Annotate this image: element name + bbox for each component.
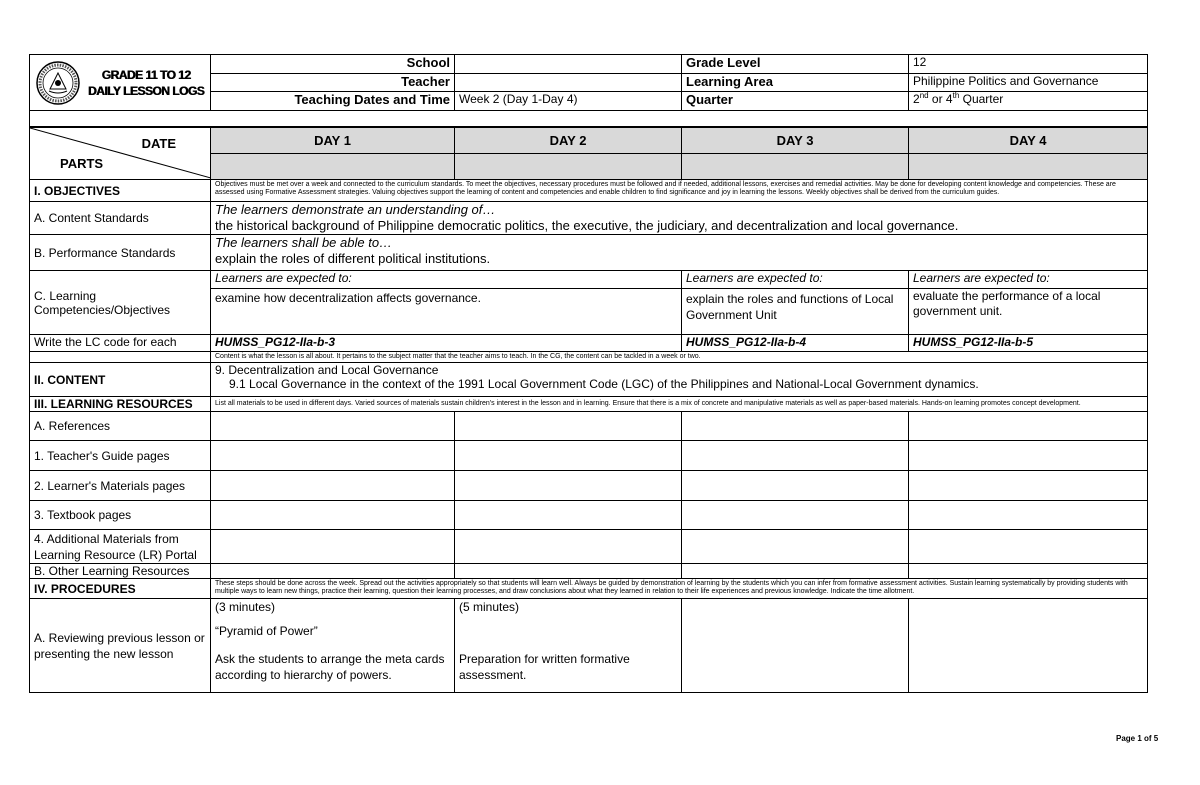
school-field[interactable]	[455, 55, 682, 74]
reviewing-day1[interactable]	[211, 599, 455, 693]
performance-standards-text: explain the roles of different political institutions.	[215, 251, 491, 266]
quarter-part-1: 2	[913, 92, 920, 107]
quarter-label: Quarter	[682, 92, 909, 111]
day1-date-field[interactable]	[211, 154, 455, 180]
learning-area-field[interactable]: Philippine Politics and Governance	[909, 73, 1148, 92]
learning-resources-note: List all materials to be used in different days. Varied sources of materials sustain children's interest in the lesson and in learning. Ensure that there is a mix of concrete and manipulative materials as well as paper-based materials. Hands-on learning promotes concept development.	[211, 397, 1148, 412]
lr-portal-day3[interactable]	[682, 530, 909, 564]
grade-level-field[interactable]: 12	[909, 55, 1148, 74]
procedures-heading: IV. PROCEDURES	[30, 579, 211, 599]
quarter-sup-2: th	[952, 91, 960, 101]
lc-day3[interactable]: explain the roles and functions of Local Government Unit	[682, 289, 909, 335]
textbook-day1[interactable]	[211, 501, 455, 530]
page-number	[1116, 734, 1158, 743]
lc-expected-day12: Learners are expected to:	[211, 271, 682, 289]
lc-code-label: Write the LC code for each	[30, 335, 211, 352]
content-heading: II. CONTENT	[30, 363, 211, 397]
content-note: Content is what the lesson is all about. It pertains to the subject matter that the teacher aims to teach. In the CG, the content can be tackled in a week or two.	[211, 352, 1148, 363]
day2-date-field[interactable]	[455, 154, 682, 180]
day4-header: DAY 4	[909, 128, 1148, 154]
teacher-field[interactable]	[455, 73, 682, 92]
quarter-field[interactable]	[909, 92, 1148, 111]
lr-portal-label: 4. Additional Materials from Learning Resource (LR) Portal	[30, 530, 211, 564]
lr-portal-day4[interactable]	[909, 530, 1148, 564]
reviewing-day1-time: (3 minutes)	[215, 600, 276, 614]
page-total: 5	[1153, 734, 1159, 743]
objectives-note: Objectives must be met over a week and connected to the curriculum standards. To meet the objectives, necessary procedures must be followed and if needed, additional lessons, exercises and remedial activities. May be done for developing content knowledge and competencies. These are assessed using Formative Assessment strategies. Valuing objectives support the learning of content and competencies and enable children to find significance and joy in learning the lessons. Weekly objectives shall be derived from the curriculum guides.	[211, 180, 1148, 202]
grade-title-line1: GRADE 11 TO 12	[101, 68, 191, 82]
objectives-heading: I. OBJECTIVES	[30, 180, 211, 202]
quarter-part-3: Quarter	[959, 92, 1004, 107]
school-label: School	[211, 55, 455, 74]
textbook-day2[interactable]	[455, 501, 682, 530]
references-label: A. References	[30, 412, 211, 441]
content-note-spacer	[30, 352, 211, 363]
teachers-guide-label: 1. Teacher's Guide pages	[30, 441, 211, 471]
quarter-part-2: or 4	[928, 92, 953, 107]
header-spacer-row	[30, 111, 1148, 127]
main-table	[29, 127, 1148, 693]
performance-standards-intro: The learners shall be able to…	[215, 235, 393, 250]
day3-header: DAY 3	[682, 128, 909, 154]
textbook-day3[interactable]	[682, 501, 909, 530]
other-resources-day2[interactable]	[455, 564, 682, 579]
day2-header: DAY 2	[455, 128, 682, 154]
reviewing-day2[interactable]	[455, 599, 682, 693]
other-resources-day1[interactable]	[211, 564, 455, 579]
parts-label: PARTS	[60, 156, 104, 171]
reviewing-day2-time: (5 minutes)	[459, 600, 520, 614]
learning-resources-heading: III. LEARNING RESOURCES	[30, 397, 211, 412]
lc-code-day4[interactable]: HUMSS_PG12-IIa-b-5	[909, 335, 1148, 352]
textbook-label: 3. Textbook pages	[30, 501, 211, 530]
performance-standards-label: B. Performance Standards	[30, 235, 211, 271]
reviewing-lesson-label: A. Reviewing previous lesson or presenting the new lesson	[30, 599, 211, 693]
learning-area-label: Learning Area	[682, 73, 909, 92]
content-standards-cell[interactable]	[211, 202, 1148, 235]
other-resources-label: B. Other Learning Resources	[30, 564, 211, 579]
references-day1[interactable]	[211, 412, 455, 441]
learners-materials-label: 2. Learner's Materials pages	[30, 471, 211, 501]
date-parts-cell	[30, 128, 211, 180]
lc-code-day12[interactable]: HUMSS_PG12-IIa-b-3	[211, 335, 682, 352]
grade-level-label: Grade Level	[682, 55, 909, 74]
grade-title	[84, 67, 208, 99]
reviewing-day3[interactable]	[682, 599, 909, 693]
page-current: 1	[1137, 734, 1142, 743]
teachers-guide-day2[interactable]	[455, 441, 682, 471]
quarter-sup-1: nd	[919, 91, 929, 101]
references-day4[interactable]	[909, 412, 1148, 441]
content-standards-intro: The learners demonstrate an understanding of…	[215, 202, 496, 217]
learners-materials-day4[interactable]	[909, 471, 1148, 501]
lc-expected-day3: Learners are expected to:	[682, 271, 909, 289]
other-resources-day4[interactable]	[909, 564, 1148, 579]
content-line1: 9. Decentralization and Local Governance	[215, 363, 439, 377]
reviewing-day4[interactable]	[909, 599, 1148, 693]
lc-code-day3[interactable]: HUMSS_PG12-IIa-b-4	[682, 335, 909, 352]
lc-day4[interactable]: evaluate the performance of a local government unit.	[909, 289, 1148, 335]
logo-cell	[30, 55, 211, 111]
day1-header: DAY 1	[211, 128, 455, 154]
deped-seal-icon	[36, 61, 80, 105]
lc-day12[interactable]: examine how decentralization affects governance.	[211, 289, 682, 335]
teachers-guide-day3[interactable]	[682, 441, 909, 471]
reviewing-day2-text: Preparation for written formative assessment.	[459, 652, 630, 682]
performance-standards-cell[interactable]	[211, 235, 1148, 271]
textbook-day4[interactable]	[909, 501, 1148, 530]
lr-portal-day2[interactable]	[455, 530, 682, 564]
dates-field[interactable]: Week 2 (Day 1-Day 4)	[455, 92, 682, 111]
reviewing-day1-text: Ask the students to arrange the meta cards according to hierarchy of powers.	[215, 652, 445, 682]
lc-expected-day4: Learners are expected to:	[909, 271, 1148, 289]
page-of-label: of	[1141, 734, 1154, 743]
diagonal-divider	[30, 128, 211, 180]
teachers-guide-day1[interactable]	[211, 441, 455, 471]
date-label: DATE	[141, 136, 176, 151]
other-resources-day3[interactable]	[682, 564, 909, 579]
content-cell[interactable]	[211, 363, 1148, 397]
learning-competencies-label: C. Learning Competencies/Objectives	[30, 271, 211, 335]
header-table	[29, 54, 1148, 127]
day4-date-field[interactable]	[909, 154, 1148, 180]
dates-label: Teaching Dates and Time	[211, 92, 455, 111]
grade-title-line2: DAILY LESSON LOGS	[87, 84, 205, 98]
reviewing-day1-title: “Pyramid of Power”	[215, 624, 318, 638]
lesson-log-document	[29, 54, 1147, 693]
content-standards-text: the historical background of Philippine democratic politics, the executive, the judiciary, and decentralization and local governance.	[215, 218, 959, 233]
references-day3[interactable]	[682, 412, 909, 441]
procedures-note: These steps should be done across the week. Spread out the activities appropriately so that students will learn well. Always be guided by demonstration of learning by the students which you can infer from formative assessment activities. Sustain learning systematically by providing students with multiple ways to learn new things, practice their learning, question their learning processes, and draw conclusions about what they learned in relation to their life experiences and previous knowledge. Indicate the time allotment.	[211, 579, 1148, 599]
references-day2[interactable]	[455, 412, 682, 441]
learners-materials-day1[interactable]	[211, 471, 455, 501]
learners-materials-day2[interactable]	[455, 471, 682, 501]
lr-portal-day1[interactable]	[211, 530, 455, 564]
learners-materials-day3[interactable]	[682, 471, 909, 501]
page-label: Page	[1116, 734, 1138, 743]
day3-date-field[interactable]	[682, 154, 909, 180]
content-line2: 9.1 Local Governance in the context of the 1991 Local Government Code (LGC) of the Philippines and National-Local Government dynamics.	[229, 377, 979, 391]
teacher-label: Teacher	[211, 73, 455, 92]
content-standards-label: A. Content Standards	[30, 202, 211, 235]
teachers-guide-day4[interactable]	[909, 441, 1148, 471]
